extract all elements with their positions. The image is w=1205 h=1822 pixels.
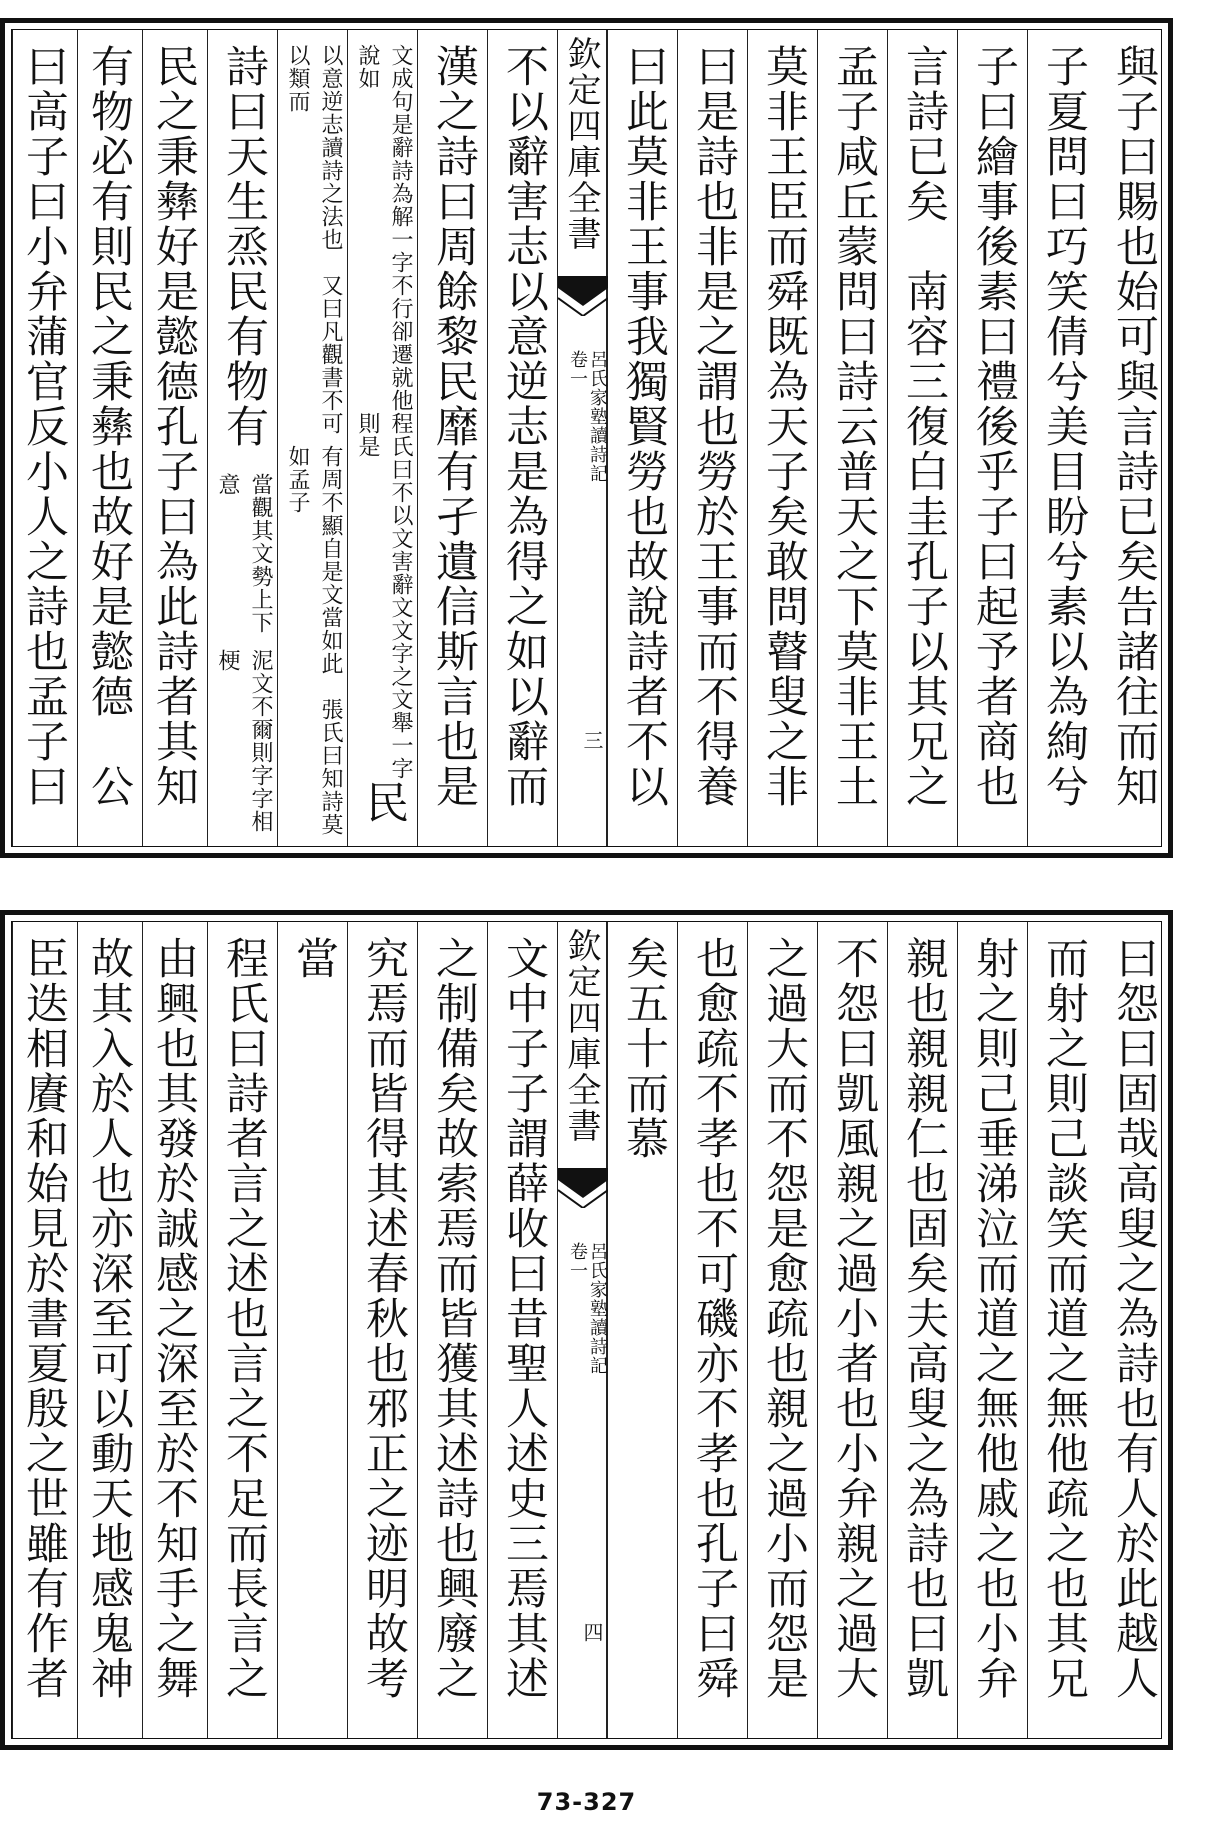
text-column: 與子曰賜也始可與言詩已矣告諸往而知 (1109, 44, 1159, 809)
book-title: 呂氏家塾讀詩記 (587, 350, 608, 483)
text-column: 曰高子曰小弁蒲官反小人之詩也孟子曰 (12, 30, 77, 846)
text-column: 而射之則己談笑而道之無他疏之也其兄 (1027, 922, 1097, 1738)
page-number: 三 (580, 730, 604, 750)
text-column: 臣迭相賡和始見於書夏殷之世雖有作者 (12, 922, 77, 1738)
text-column: 親也親親仁也固矣夫高叟之為詩也曰凱 (887, 922, 957, 1738)
text-column: 當 (277, 922, 347, 1738)
text-column: 子曰繪事後素曰禮後乎子曰起予者商也 (957, 30, 1027, 846)
commentary-note: 程氏曰不以文害辭文文字之文舉一字則是 (355, 412, 413, 780)
mixed-column (347, 30, 417, 846)
text-column: 矣五十而慕 (607, 922, 677, 1738)
commentary-note: 泥文不爾則字字相梗 (215, 648, 273, 833)
commentary-note: 當觀其文勢上下意 (215, 473, 273, 635)
text-column: 之過大而不怨是愈疏也親之過小而怨是 (747, 922, 817, 1738)
main-text: 民 (359, 780, 409, 825)
main-text: 詩曰天生烝民有物有 (219, 44, 269, 449)
text-column: 故其入於人也亦深至可以動天地感鬼神 (77, 922, 142, 1738)
page-bottom (0, 910, 1173, 1750)
mixed-column (207, 30, 277, 846)
text-column: 程氏曰詩者言之述也言之不足而長言之 (207, 922, 277, 1738)
text-column: 不怨曰凱風親之過小者也小弁親之過大 (817, 922, 887, 1738)
text-column: 漢之詩曰周餘黎民靡有孑遺信斯言也是 (417, 30, 487, 846)
text-column: 不以辭害志以意逆志是為得之如以辭而 (487, 30, 557, 846)
text-column: 也愈疏不孝也不可磯亦不孝也孔子曰舜 (677, 922, 747, 1738)
commentary-note: 以意逆志讀詩之法也 又曰凡觀書不可以類而 (285, 44, 343, 435)
page-bottom-frame (11, 921, 1162, 1739)
text-column: 有物必有則民之秉彝也故好是懿德 公 (77, 30, 142, 846)
text-column: 由興也其發於誠感之深至於不知手之舞 (142, 922, 207, 1738)
volume-label: 卷一 (567, 350, 588, 388)
note-column (277, 30, 347, 846)
text-column: 曰是詩也非是之謂也勞於王事而不得養 (677, 30, 747, 846)
page-number: 四 (580, 1622, 604, 1642)
fish-tail-ornament-icon (558, 276, 608, 316)
text-column: 之制備矣故索焉而皆獲其述詩也興廢之 (417, 922, 487, 1738)
text-column: 莫非王臣而舜既為天子矣敢問瞽叟之非 (747, 30, 817, 846)
commentary-note: 有周不顯自是文當如此 張氏曰知詩莫如孟子 (285, 445, 343, 836)
header-title: 欽定四庫全書 (561, 928, 601, 1144)
text-column: 文中子子謂薛收曰昔聖人述史三焉其述 (487, 922, 557, 1738)
fish-tail-ornament-icon (558, 1168, 608, 1208)
text-column: 曰怨曰固哉高叟之為詩也有人於此越人 (1109, 936, 1159, 1701)
text-column: 民之秉彝好是懿德孔子曰為此詩者其知 (142, 30, 207, 846)
text-column: 究焉而皆得其述春秋也邪正之迹明故考 (347, 922, 417, 1738)
text-column: 孟子咸丘蒙問曰詩云普天之下莫非王土 (817, 30, 887, 846)
text-column: 射之則己垂涕泣而道之無他戚之也小弁 (957, 922, 1027, 1738)
book-title: 呂氏家塾讀詩記 (587, 1242, 608, 1375)
text-column: 曰此莫非王事我獨賢勞也故說詩者不以 (607, 30, 677, 846)
commentary-note: 文成句是辭詩為解一字不行卻遷就他說如 (355, 44, 413, 412)
text-column: 子夏問曰巧笑倩兮美目盼兮素以為絢兮 (1027, 30, 1097, 846)
header-title: 欽定四庫全書 (561, 36, 601, 252)
page-top (0, 18, 1173, 858)
text-column: 言詩已矣 南容三復白圭孔子以其兄之 (887, 30, 957, 846)
volume-label: 卷一 (567, 1242, 588, 1280)
page-top-frame (11, 29, 1162, 847)
center-fold (557, 922, 607, 1738)
reprint-page-label: 73-327 (536, 1788, 637, 1816)
center-fold (557, 30, 607, 846)
